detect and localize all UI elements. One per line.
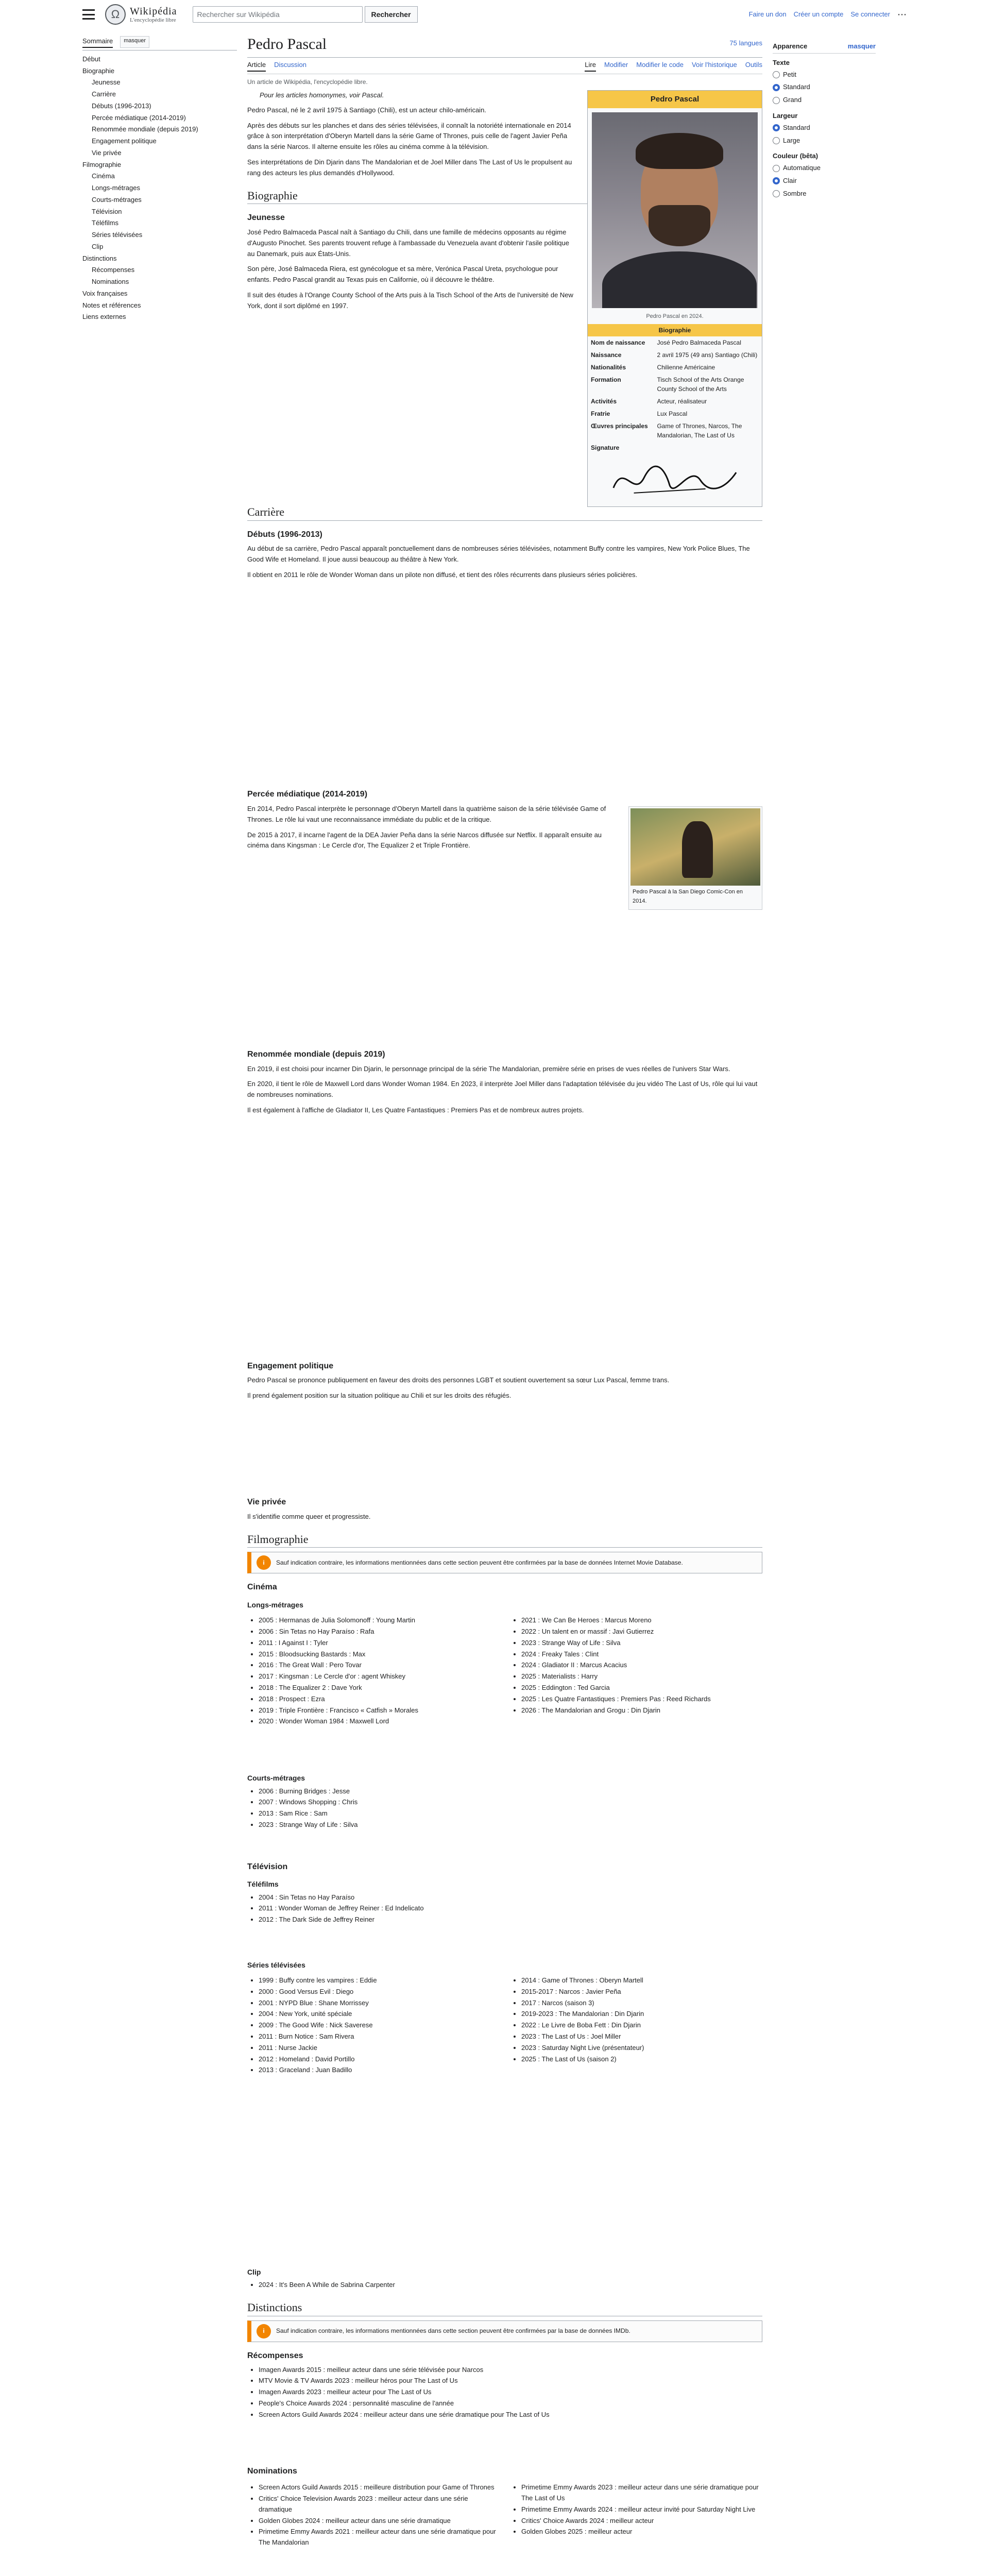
info-icon: i xyxy=(257,1555,271,1570)
toc-item[interactable]: Récompenses xyxy=(92,266,135,274)
list-item: • 2015 : Bloodsucking Bastards : Max xyxy=(259,1649,500,1660)
toc-item[interactable]: Longs-métrages xyxy=(92,184,140,192)
list-item: • 2023 : Saturday Night Live (présentateur) xyxy=(521,2043,762,2054)
list-item: • 2018 : The Equalizer 2 : Dave York xyxy=(259,1683,500,1693)
heading-filmographie: Filmographie xyxy=(247,1532,762,1548)
list-item: • 2011 : Burn Notice : Sam Rivera xyxy=(259,2031,500,2042)
heading-clip: Clip xyxy=(247,2268,261,2277)
paragraph: En 2014, Pedro Pascal interprète le personnage d'Oberyn Martell dans la quatrième saison de la série télévisée Game of Thrones. Le rôle lui vaut une reconnaissance immédiate du public et de la critique. xyxy=(247,804,606,823)
paragraph: José Pedro Balmaceda Pascal naît à Santiago du Chili, dans une famille de médecins opposants au régime d'Augusto Pinochet. Ses parents trouvent refuge à l'ambassade du Venezuela avant d'obtenir l'asile politique au Danemark, puis aux États-Unis. xyxy=(247,228,569,258)
width-label: Largeur xyxy=(773,111,798,120)
paragraph: En 2019, il est choisi pour incarner Din Djarin, le personnage principal de la série The Mandalorian, première série en prises de vues réelles de l'univers Star Wars. xyxy=(247,1064,730,1073)
login-link[interactable]: Se connecter xyxy=(850,10,890,18)
toc-item[interactable]: Début xyxy=(82,55,100,63)
infobox-row: Œuvres principales Game of Thrones, Narcos, The Mandalorian, The Last of Us xyxy=(591,422,742,439)
thumbnail-figure[interactable] xyxy=(628,806,762,910)
list-item: • 2015-2017 : Narcos : Javier Peña xyxy=(521,1987,762,1997)
radio-width-large[interactable]: Large xyxy=(773,134,876,147)
series-list xyxy=(521,1975,762,2256)
list-item: • 2025 : The Last of Us (saison 2) xyxy=(521,2054,762,2065)
list-item: • Screen Actors Guild Awards 2015 : meilleure distribution pour Game of Thrones xyxy=(259,2482,500,2493)
toc-sidebar xyxy=(82,36,237,323)
toc-item[interactable]: Percée médiatique (2014-2019) xyxy=(92,113,186,122)
tab-edit[interactable]: Modifier xyxy=(604,61,628,69)
nominations-list xyxy=(521,2482,762,2576)
paragraph: De 2015 à 2017, il incarne l'agent de la DEA Javier Peña dans la série Narcos diffusée sur Netflix. Il apparaît ensuite au cinéma dans Kingsman : Le Cercle d'or, The Equalizer 2 et Triple Frontière. xyxy=(247,831,602,850)
list-item: • 2019-2023 : The Mandalorian : Din Djarin xyxy=(521,2009,762,2020)
toc-item[interactable]: Nominations xyxy=(92,278,129,286)
toc-title: Sommaire xyxy=(82,36,113,48)
list-item: • 2004 : Sin Tetas no Hay Paraíso xyxy=(259,1892,762,1903)
tab-discussion[interactable]: Discussion xyxy=(274,61,306,69)
nominations-list xyxy=(259,2482,500,2576)
list-item: • 2025 : Les Quatre Fantastiques : Premiers Pas : Reed Richards xyxy=(521,1694,762,1705)
radio-grand[interactable]: Grand xyxy=(773,94,876,107)
hatnote: Pour les articles homonymes, voir Pascal. xyxy=(260,91,384,99)
logo-title: Wikipédia xyxy=(130,5,177,17)
tab-tools[interactable]: Outils xyxy=(745,61,762,69)
page-title: Pedro Pascal xyxy=(247,29,762,58)
heading-vie-privee: Vie privée xyxy=(247,1498,286,1507)
toc-item[interactable]: Filmographie xyxy=(82,160,122,168)
heading-series: Séries télévisées xyxy=(247,1960,305,1969)
radio-width-standard[interactable]: Standard xyxy=(773,122,876,134)
toc-item[interactable]: Biographie xyxy=(82,66,115,75)
search-input[interactable]: Rechercher sur Wikipédia xyxy=(193,6,363,23)
menu-icon[interactable] xyxy=(82,9,95,20)
list-item: • Critics' Choice Awards 2024 : meilleur acteur xyxy=(521,2516,762,2527)
toc-item[interactable]: Distinctions xyxy=(82,254,117,262)
list-item: • 2026 : The Mandalorian and Grogu : Din Djarin xyxy=(521,1705,762,1716)
globe-icon: Ω xyxy=(105,4,126,25)
heading-renommee: Renommée mondiale (depuis 2019) xyxy=(247,1049,385,1059)
article xyxy=(247,29,762,2576)
list-item: • 2022 : Un talent en or massif : Javi Gutierrez xyxy=(521,1626,762,1637)
info-box: i Sauf indication contraire, les informations mentionnées dans cette section peuvent être confirmées par la base de données IMDb. xyxy=(247,2320,762,2342)
heading-telefilms: Téléfilms xyxy=(247,1880,279,1889)
list-item: • 2016 : The Great Wall : Pero Tovar xyxy=(259,1660,500,1671)
site-logo[interactable] xyxy=(105,4,177,25)
infobox-row: Activités Acteur, réalisateur xyxy=(591,397,707,405)
toc-item[interactable]: Carrière xyxy=(92,90,116,98)
infobox-row: Naissance 2 avril 1975 (49 ans) Santiago (Chili) xyxy=(591,351,758,359)
tv-film-list xyxy=(259,1892,762,1954)
paragraph: Il obtient en 2011 le rôle de Wonder Woman dans un pilote non diffusé, et tient des rôles récurrents dans plusieurs séries policières. xyxy=(247,570,638,579)
list-item: • Critics' Choice Television Awards 2023 : meilleur acteur dans une série dramatique xyxy=(259,2494,500,2515)
list-item: • 2007 : Windows Shopping : Chris xyxy=(259,1797,762,1808)
list-item: • Golden Globes 2025 : meilleur acteur xyxy=(521,2527,762,2537)
list-item: • 2019 : Triple Frontière : Francisco « Catfish » Morales xyxy=(259,1705,500,1716)
paragraph: Pedro Pascal se prononce publiquement en faveur des droits des personnes LGBT et soutient ouvertement sa sœur Lux Pascal, femme trans. xyxy=(247,1376,670,1384)
list-item: • 2013 : Graceland : Juan Badillo xyxy=(259,2065,500,2076)
film-list xyxy=(521,1615,762,1762)
appearance-panel xyxy=(773,36,876,200)
film-list xyxy=(259,1615,500,1762)
list-item: • 2009 : The Good Wife : Nick Saverese xyxy=(259,2020,500,2031)
list-item: • Primetime Emmy Awards 2024 : meilleur acteur invité pour Saturday Night Live xyxy=(521,2504,762,2515)
toc-list xyxy=(82,54,237,323)
infobox-caption: Pedro Pascal en 2024. xyxy=(646,313,704,320)
list-item: • 2013 : Sam Rice : Sam xyxy=(259,1808,762,1819)
list-item: • MTV Movie & TV Awards 2023 : meilleur héros pour The Last of Us xyxy=(259,2376,762,2386)
list-item: • 1999 : Buffy contre les vampires : Eddie xyxy=(259,1975,500,1986)
paragraph: Il est également à l'affiche de Gladiator II, Les Quatre Fantastiques : Premiers Pas et de nombreux autres projets. xyxy=(247,1106,584,1114)
toc-hide-button[interactable]: masquer xyxy=(120,36,149,48)
list-item: • 2011 : Nurse Jackie xyxy=(259,2043,500,2054)
toc-item[interactable]: Séries télévisées xyxy=(92,231,143,239)
toc-item[interactable]: Courts-métrages xyxy=(92,195,142,204)
list-item: • Imagen Awards 2015 : meilleur acteur dans une série télévisée pour Narcos xyxy=(259,2365,762,2376)
info-box: i Sauf indication contraire, les informations mentionnées dans cette section peuvent être confirmées par la base de données Internet Movie Database. xyxy=(247,1552,762,1573)
portrait-photo[interactable] xyxy=(592,112,758,308)
radio-petit[interactable]: Petit xyxy=(773,69,876,81)
list-item: • Primetime Emmy Awards 2023 : meilleur acteur dans une série dramatique pour The Last of Us xyxy=(521,2482,762,2504)
list-item: • 2024 : It's Been A While de Sabrina Carpenter xyxy=(259,2280,762,2291)
awards-list xyxy=(259,2365,762,2458)
toc-item[interactable]: Engagement politique xyxy=(92,137,157,145)
paragraph: Son père, José Balmaceda Riera, est gynécologue et sa mère, Verónica Pascal Ureta, psychologue pour enfants. Pedro Pascal grandit au Texas puis en Californie, où il découvre le théâtre. xyxy=(247,265,558,284)
search-form xyxy=(193,6,418,23)
site-subtitle: Un article de Wikipédia, l'encyclopédie libre. xyxy=(247,78,368,86)
logo-subtitle: L'encyclopédie libre xyxy=(130,16,176,23)
list-item: • 2023 : Strange Way of Life : Silva xyxy=(521,1638,762,1649)
info-icon: i xyxy=(257,2324,271,2338)
create-account-link[interactable]: Créer un compte xyxy=(793,10,844,18)
list-item: • 2025 : Materialists : Harry xyxy=(521,1671,762,1682)
heading-carriere: Carrière xyxy=(247,504,762,521)
heading-longs: Longs-métrages xyxy=(247,1600,303,1609)
list-item: • Imagen Awards 2023 : meilleur acteur pour The Last of Us xyxy=(259,2387,762,2398)
infobox-row: Fratrie Lux Pascal xyxy=(591,410,688,417)
list-item: • 2021 : We Can Be Heroes : Marcus Moreno xyxy=(521,1615,762,1626)
list-item: • 2018 : Prospect : Ezra xyxy=(259,1694,500,1705)
toc-item[interactable]: Jeunesse xyxy=(92,78,121,87)
heading-nominations: Nominations xyxy=(247,2466,297,2476)
tab-article[interactable]: Article xyxy=(247,60,266,72)
heading-recompenses: Récompenses xyxy=(247,2351,303,2361)
paragraph: Il s'identifie comme queer et progressiste. xyxy=(247,1512,371,1520)
thumbnail-caption: Pedro Pascal à la San Diego Comic-Con en 2014. xyxy=(633,888,743,904)
heading-engagement: Engagement politique xyxy=(247,1361,334,1370)
list-item: • 2023 : The Last of Us : Joel Miller xyxy=(521,2031,762,2042)
series-list xyxy=(259,1975,500,2256)
list-item: • 2000 : Good Versus Evil : Diego xyxy=(259,1987,500,1997)
header xyxy=(82,0,907,29)
infobox-section: Biographie xyxy=(588,324,762,336)
toc-item[interactable]: Téléfilms xyxy=(92,219,119,227)
radio-color-auto[interactable]: Automatique xyxy=(773,162,876,175)
infobox-table xyxy=(588,336,762,454)
paragraph: En 2020, il tient le rôle de Maxwell Lord dans Wonder Woman 1984. En 2023, il interprète Joel Miller dans l'adaptation télévisée du jeu vidéo The Last of Us, rôle qui lui vaut de nombreuses nominations. xyxy=(247,1080,758,1099)
radio-color-light[interactable]: Clair xyxy=(773,175,876,188)
list-item: • 2001 : NYPD Blue : Shane Morrissey xyxy=(259,1998,500,2009)
toc-item[interactable]: Clip xyxy=(92,242,104,250)
infobox-row: Formation Tisch School of the Arts Orange County School of the Arts xyxy=(591,376,744,393)
toc-item[interactable]: Débuts (1996-2013) xyxy=(92,101,151,110)
list-item: • 2024 : Gladiator II : Marcus Acacius xyxy=(521,1660,762,1671)
donate-link[interactable]: Faire un don xyxy=(748,10,787,18)
paragraph: Il suit des études à l'Orange County School of the Arts puis à la Tisch School of the Arts de l'université de New York, dont il sort diplômé en 1997. xyxy=(247,291,573,310)
page-tabs xyxy=(247,58,762,74)
toc-item[interactable]: Cinéma xyxy=(92,172,115,180)
paragraph: Il prend également position sur la situation politique au Chili et sur les droits des réfugiés. xyxy=(247,1391,511,1399)
list-item: • 2014 : Game of Thrones : Oberyn Martell xyxy=(521,1975,762,1986)
infobox-row: Nom de naissance José Pedro Balmaceda Pascal xyxy=(591,338,741,346)
heading-jeunesse: Jeunesse xyxy=(247,213,285,223)
heading-debuts: Débuts (1996-2013) xyxy=(247,530,322,539)
radio-standard[interactable]: Standard xyxy=(773,81,876,94)
list-item: • 2017 : Kingsman : Le Cercle d'or : agent Whiskey xyxy=(259,1671,500,1682)
list-item: • 2020 : Wonder Woman 1984 : Maxwell Lord xyxy=(259,1716,500,1727)
infobox-row: Nationalités Chilienne Américaine xyxy=(591,363,715,371)
lead-paragraph: Après des débuts sur les planches et dans des séries télévisées, il connaît la notoriété internationale en 2014 grâce à son interprétation d'Oberyn Martell dans la série Game of Thrones, puis celle de l'agent Javier Peña dans la série Narcos. Il alterne ensuite les rôles au cinéma comme à la télévision. xyxy=(247,121,571,151)
heading-television: Télévision xyxy=(247,1862,288,1871)
toc-item[interactable]: Renommée mondiale (depuis 2019) xyxy=(92,125,198,133)
list-item: • 2025 : Eddington : Ted Garcia xyxy=(521,1683,762,1693)
lead-paragraph: Ses interprétations de Din Djarin dans The Mandalorian et de Joel Miller dans The Last of Us le propulsent au rang des acteurs les plus demandés d'Hollywood. xyxy=(247,158,572,177)
heading-cinema: Cinéma xyxy=(247,1583,277,1592)
tab-edit-source[interactable]: Modifier le code xyxy=(636,61,684,69)
tab-history[interactable]: Voir l'historique xyxy=(692,61,737,69)
list-item: • 2006 : Sin Tetas no Hay Paraíso : Rafa xyxy=(259,1626,500,1637)
appearance-hide-button[interactable]: masquer xyxy=(847,42,876,50)
signature-image xyxy=(603,457,746,503)
infobox xyxy=(587,90,762,507)
more-icon[interactable]: ⋯ xyxy=(897,9,907,20)
search-button[interactable]: Rechercher xyxy=(365,6,418,23)
toc-item[interactable]: Liens externes xyxy=(82,313,126,321)
list-item: • 2017 : Narcos (saison 3) xyxy=(521,1998,762,2009)
list-item: • Primetime Emmy Awards 2021 : meilleur acteur dans une série dramatique pour The Mandalorian xyxy=(259,2527,500,2548)
lead-paragraph: Pedro Pascal, né le 2 avril 1975 à Santiago (Chili), est un acteur chilo-américain. xyxy=(247,106,486,114)
radio-color-dark[interactable]: Sombre xyxy=(773,188,876,200)
list-item: • People's Choice Awards 2024 : personnalité masculine de l'année xyxy=(259,2398,762,2409)
paragraph: Au début de sa carrière, Pedro Pascal apparaît ponctuellement dans de nombreuses séries télévisées, notamment Buffy contre les vampires, New York Police Blues, The Good Wife et Homeland. Il joue aussi beaucoup au théâtre à New York. xyxy=(247,545,750,564)
list-item: • Golden Globes 2024 : meilleur acteur dans une série dramatique xyxy=(259,2516,500,2527)
list-item: • 2005 : Hermanas de Julia Solomonoff : Young Martin xyxy=(259,1615,500,1626)
list-item: • 2004 : New York, unité spéciale xyxy=(259,2009,500,2020)
color-label: Couleur (bêta) xyxy=(773,152,819,160)
list-item: • 2022 : Le Livre de Boba Fett : Din Djarin xyxy=(521,2020,762,2031)
list-item: • 2011 : I Against I : Tyler xyxy=(259,1638,500,1649)
comic-con-photo xyxy=(630,808,760,886)
user-links xyxy=(749,7,907,22)
toc-item[interactable]: Télévision xyxy=(92,207,122,215)
appearance-title: Apparence xyxy=(773,42,808,50)
tab-read[interactable]: Lire xyxy=(585,60,596,72)
list-item: • 2006 : Burning Bridges : Jesse xyxy=(259,1786,762,1797)
list-item: • Screen Actors Guild Awards 2024 : meilleur acteur dans une série dramatique pour The Last of Us xyxy=(259,2410,762,2420)
text-size-label: Texte xyxy=(773,58,790,66)
list-item: • 2024 : Freaky Tales : Clint xyxy=(521,1649,762,1660)
toc-item[interactable]: Notes et références xyxy=(82,301,141,309)
infobox-row: Signature xyxy=(591,444,620,451)
heading-courts: Courts-métrages xyxy=(247,1774,305,1783)
list-item: • 2012 : Homeland : David Portillo xyxy=(259,2054,500,2065)
short-film-list xyxy=(259,1786,762,1853)
language-button[interactable]: 75 langues xyxy=(729,39,762,47)
clip-list xyxy=(259,2280,762,2291)
heading-biographie: Biographie xyxy=(247,188,762,205)
heading-percee: Percée médiatique (2014-2019) xyxy=(247,790,368,799)
toc-item[interactable]: Vie privée xyxy=(92,148,122,157)
infobox-title: Pedro Pascal xyxy=(588,91,762,109)
list-item: • 2012 : The Dark Side de Jeffrey Reiner xyxy=(259,1914,762,1925)
heading-distinctions: Distinctions xyxy=(247,2300,762,2316)
list-item: • 2011 : Wonder Woman de Jeffrey Reiner : Ed Indelicato xyxy=(259,1903,762,1914)
list-item: • 2023 : Strange Way of Life : Silva xyxy=(259,1820,762,1831)
toc-item[interactable]: Voix françaises xyxy=(82,289,128,297)
